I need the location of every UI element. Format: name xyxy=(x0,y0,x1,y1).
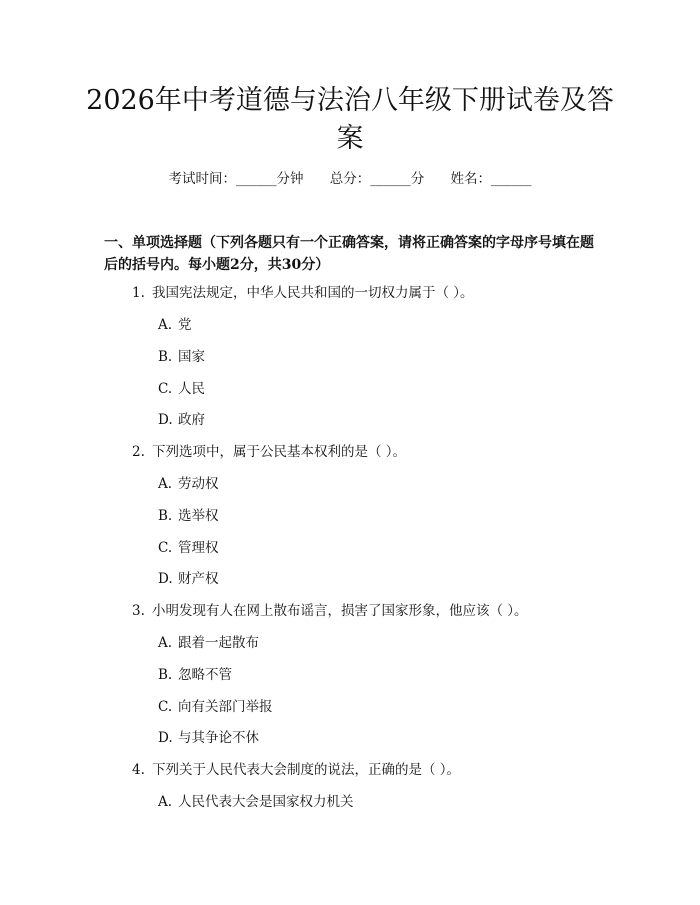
option-text: 国家 xyxy=(178,349,205,365)
answer-option xyxy=(158,634,259,652)
question-stem xyxy=(132,443,406,461)
option-text: 选举权 xyxy=(178,508,219,524)
student-name: 姓名：______ xyxy=(450,171,532,187)
option-text: 政府 xyxy=(178,412,205,428)
question-text: 下列选项中，属于公民基本权利的是（ ）。 xyxy=(152,444,407,460)
option-letter: C. xyxy=(158,540,173,556)
option-letter: B. xyxy=(158,508,173,524)
option-text: 人民代表大会是国家权力机关 xyxy=(178,794,354,810)
question-text: 小明发现有人在网上散布谣言，损害了国家形象，他应该（ ）。 xyxy=(152,603,528,619)
section-heading: 一、单项选择题（下列各题只有一个正确答案，请将正确答案的字母序号填在题后的括号内。每小题2分，共30分） xyxy=(104,235,594,273)
answer-option xyxy=(158,348,205,366)
answer-option xyxy=(158,729,259,747)
option-text: 劳动权 xyxy=(178,476,219,492)
question-number: 4. xyxy=(132,762,145,778)
option-text: 财产权 xyxy=(178,571,219,587)
question-number: 1. xyxy=(132,285,145,301)
answer-option xyxy=(158,507,219,525)
option-text: 人民 xyxy=(178,381,205,397)
option-letter: D. xyxy=(158,571,173,587)
answer-option xyxy=(158,316,192,334)
option-text: 与其争论不休 xyxy=(178,730,259,746)
exam-total-score: 总分：______分 xyxy=(329,171,425,187)
option-letter: A. xyxy=(158,476,173,492)
answer-option xyxy=(158,539,219,557)
answer-option xyxy=(158,570,219,588)
answer-option xyxy=(158,666,232,684)
answer-option xyxy=(158,793,354,811)
exam-meta xyxy=(0,170,700,188)
option-text: 跟着一起散布 xyxy=(178,635,259,651)
question-stem xyxy=(132,284,474,302)
option-letter: D. xyxy=(158,730,173,746)
answer-option xyxy=(158,380,205,398)
option-letter: D. xyxy=(158,412,173,428)
question-text: 我国宪法规定，中华人民共和国的一切权力属于（ ）。 xyxy=(152,285,474,301)
option-letter: C. xyxy=(158,699,173,715)
answer-option xyxy=(158,411,205,429)
question-number: 3. xyxy=(132,603,145,619)
question-stem xyxy=(132,602,528,620)
page-title: 2026年中考道德与法治八年级下册试卷及答案 xyxy=(86,85,614,154)
option-letter: C. xyxy=(158,381,173,397)
option-letter: A. xyxy=(158,317,173,333)
option-text: 向有关部门举报 xyxy=(178,699,273,715)
option-text: 党 xyxy=(178,317,192,333)
option-letter: A. xyxy=(158,794,173,810)
option-letter: B. xyxy=(158,667,173,683)
option-text: 管理权 xyxy=(178,540,219,556)
exam-time: 考试时间：______分钟 xyxy=(168,171,304,187)
answer-option xyxy=(158,475,219,493)
option-letter: A. xyxy=(158,635,173,651)
question-stem xyxy=(132,761,460,779)
answer-option xyxy=(158,698,273,716)
question-text: 下列关于人民代表大会制度的说法，正确的是（ ）。 xyxy=(152,762,461,778)
question-number: 2. xyxy=(132,444,145,460)
option-text: 忽略不管 xyxy=(178,667,232,683)
option-letter: B. xyxy=(158,349,173,365)
